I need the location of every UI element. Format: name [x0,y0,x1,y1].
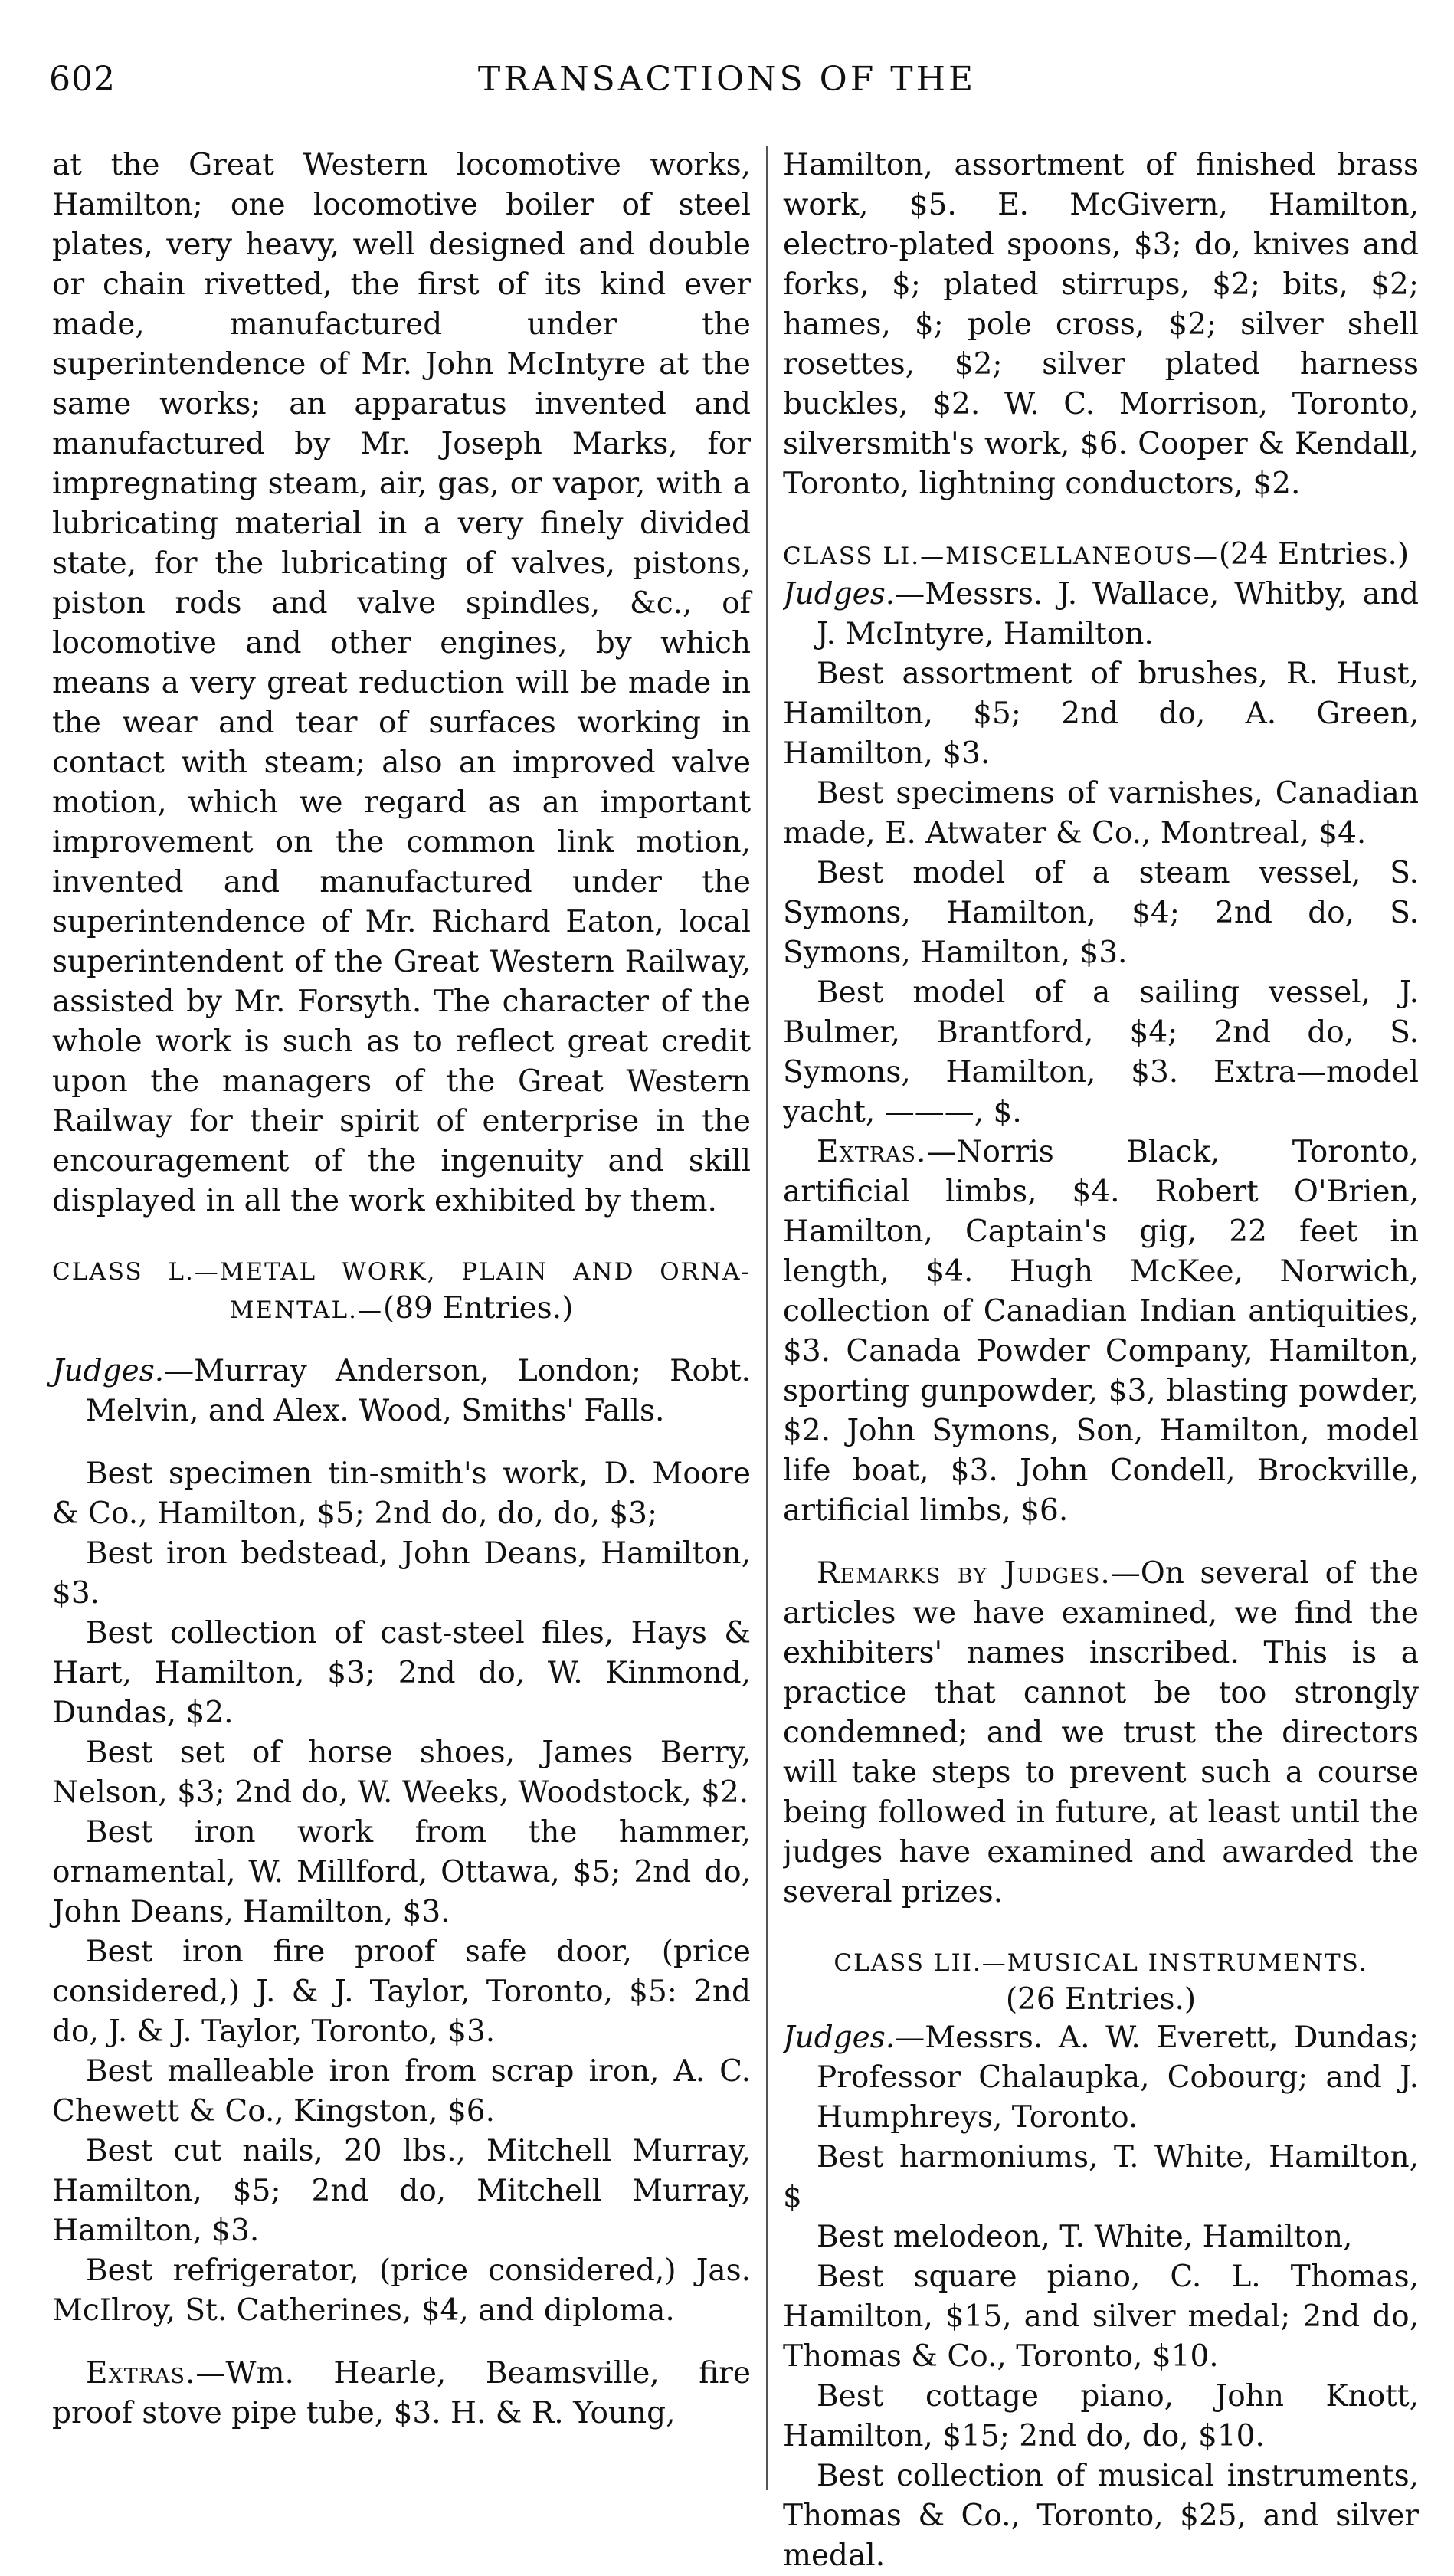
class-li-entries: (24 Entries.) [1218,537,1410,572]
class-l-entries: (89 Entries.) [382,1291,574,1326]
continuation-paragraph: Hamilton, assortment of finished brass work, $5. E. McGivern, Hamilton, electro-plated spoons, $3; do, knives and forks, $; plated stirrups, $2; bits, $2; hames, $; pole cross, $2; silver shell rosettes, $2; silver plated harness buckles, $2. W. C. Morrison, Toronto, silversmith's work, $6. Cooper & Kendall, Toronto, lightning conductors, $2. [783,148,1419,501]
class-l-judges [52,1352,751,1431]
award-item: Best model of a sailing vessel, J. Bulmer, Brantford, $4; 2nd do, S. Symons, Hamilton, $3. Extra—model yacht, ———, $. [783,975,1419,1129]
extras-label: Extras. [86,2356,196,2391]
running-title: TRANSACTIONS OF THE [477,60,977,99]
class-lii-entries: (26 Entries.) [1005,1982,1197,2017]
page-header [0,60,1454,121]
award-item: Best malleable iron from scrap iron, A. C. Chewett & Co., Kingston, $6. [52,2054,751,2129]
extras-label: Extras. [817,1135,927,1169]
right-column [783,146,1419,2576]
award-item: Best collection of musical instruments, Thomas & Co., Toronto, $25, and silver medal. [783,2459,1419,2573]
award-item: Best specimen tin-smith's work, D. Moore & Co., Hamilton, $5; 2nd do, do, do, $3; [52,1457,751,1531]
award-item: Best cut nails, 20 lbs., Mitchell Murray, Hamilton, $5; 2nd do, Mitchell Murray, Hamilton, $3. [52,2134,751,2248]
left-column [52,146,751,2433]
class-li-judges [783,575,1419,654]
award-item: Best harmoniums, T. White, Hamilton, $ [783,2140,1419,2214]
class-l-heading-2: MENTAL.— [229,1296,383,1324]
award-item: Best refrigerator, (price considered,) Jas. McIlroy, St. Catherines, $4, and diploma. [52,2253,751,2328]
class-li-remarks [783,1554,1419,1912]
remarks-text: —On several of the articles we have examined, we find the exhibiters' names inscribed. This is a practice that cannot be too strongly condemned; and we trust the directors will take steps to prevent such a course being followed in future, at least until the judges have examined and awarded the several prizes. [783,1556,1419,1909]
award-item: Best assortment of brushes, R. Hust, Hamilton, $5; 2nd do, A. Green, Hamilton, $3. [783,657,1419,771]
extras-text: —Norris Black, Toronto, artificial limbs, $4. Robert O'Brien, Hamilton, Captain's gig, 22 feet in length, $4. Hugh McKee, Norwich, collection of Canadian Indian antiquities, $3. Canada Powder Company, Hamilton, sporting gunpowder, $3, blasting powder, $2. John Symons, Son, Hamilton, model life boat, $3. John Condell, Brockville, artificial limbs, $6. [783,1135,1419,1528]
judges-label: Judges. [783,577,896,611]
judges-text: —Messrs. J. Wallace, Whitby, and J. McIntyre, Hamilton. [817,577,1419,651]
class-li-heading-text: CLASS LI.—MISCELLANEOUS— [783,542,1219,570]
award-item: Best melodeon, T. White, Hamilton, [817,2220,1353,2254]
class-li-section [783,536,1419,1912]
class-l-heading: CLASS L.—METAL WORK, PLAIN AND ORNA- [52,1258,751,1286]
award-item: Best collection of cast-steel files, Hays & Hart, Hamilton, $3; 2nd do, W. Kinmond, Dundas, $2. [52,1616,751,1730]
column-divider [766,146,768,2490]
award-item: Best iron fire proof safe door, (price considered,) J. & J. Taylor, Toronto, $5: 2nd do, J. & J. Taylor, Toronto, $3. [52,1935,751,2049]
class-lii-heading: CLASS LII.—MUSICAL INSTRUMENTS. [833,1949,1368,1977]
page-number: 602 [49,60,116,99]
award-item: Best set of horse shoes, James Berry, Nelson, $3; 2nd do, W. Weeks, Woodstock, $2. [52,1735,751,1810]
class-l-extras [52,2354,751,2433]
class-lii-section [783,1945,1419,2576]
class-l-heading-cont [52,1290,751,1329]
award-item: Best iron bedstead, John Deans, Hamilton, $3. [52,1536,751,1611]
intro-paragraph: at the Great Western locomotive works, Hamilton; one locomotive boiler of steel plates, very heavy, well designed and double or chain rivetted, the first of its kind ever made, manufactured under the superintendence of Mr. John McIntyre at the same works; an apparatus invented and manufactured by Mr. Joseph Marks, for impregnating steam, air, gas, or vapor, with a lubricating material in a very finely divided state, for the lubricating of valves, pistons, piston rods and valve spindles, &c., of locomotive and other engines, by which means a very great reduction will be made in the wear and tear of surfaces working in contact with steam; also an improved valve motion, which we regard as an important improvement on the common link motion, invented and manufactured under the superintendence of Mr. Richard Eaton, local superintendent of the Great Western Railway, assisted by Mr. Forsyth. The character of the whole work is such as to reflect great credit upon the managers of the Great Western Railway for their spirit of enterprise in the encouragement of the ingenuity and skill displayed in all the work exhibited by them. [52,148,751,1218]
class-li-heading [783,536,1419,575]
remarks-label: Remarks by Judges. [817,1556,1111,1591]
award-item: Best iron work from the hammer, ornamental, W. Millford, Ottawa, $5; 2nd do, John Deans, Hamilton, $3. [52,1815,751,1929]
class-l-awards [52,1454,751,2331]
judges-label: Judges. [52,1354,165,1388]
judges-text: —Murray Anderson, London; Robt. Melvin, and Alex. Wood, Smiths' Falls. [86,1354,751,1428]
award-item: Best specimens of varnishes, Canadian made, E. Atwater & Co., Montreal, $4. [783,776,1419,850]
extras-text: —Wm. Hearle, Beamsville, fire proof stove pipe tube, $3. H. & R. Young, [52,2356,751,2430]
class-lii-judges [783,2018,1419,2138]
judges-text: —Messrs. A. W. Everett, Dundas; Professor Chalaupka, Cobourg; and J. Humphreys, Toronto. [817,2020,1419,2135]
award-item: Best model of a steam vessel, S. Symons, Hamilton, $4; 2nd do, S. Symons, Hamilton, $3. [783,856,1419,970]
award-item: Best square piano, C. L. Thomas, Hamilton, $15, and silver medal; 2nd do, Thomas & Co., Toronto, $10. [783,2260,1419,2374]
class-li-extras [783,1132,1419,1531]
award-item: Best cottage piano, John Knott, Hamilton, $15; 2nd do, do, $10. [783,2379,1419,2453]
class-l-section [52,1254,751,2433]
judges-label: Judges. [783,2020,896,2055]
